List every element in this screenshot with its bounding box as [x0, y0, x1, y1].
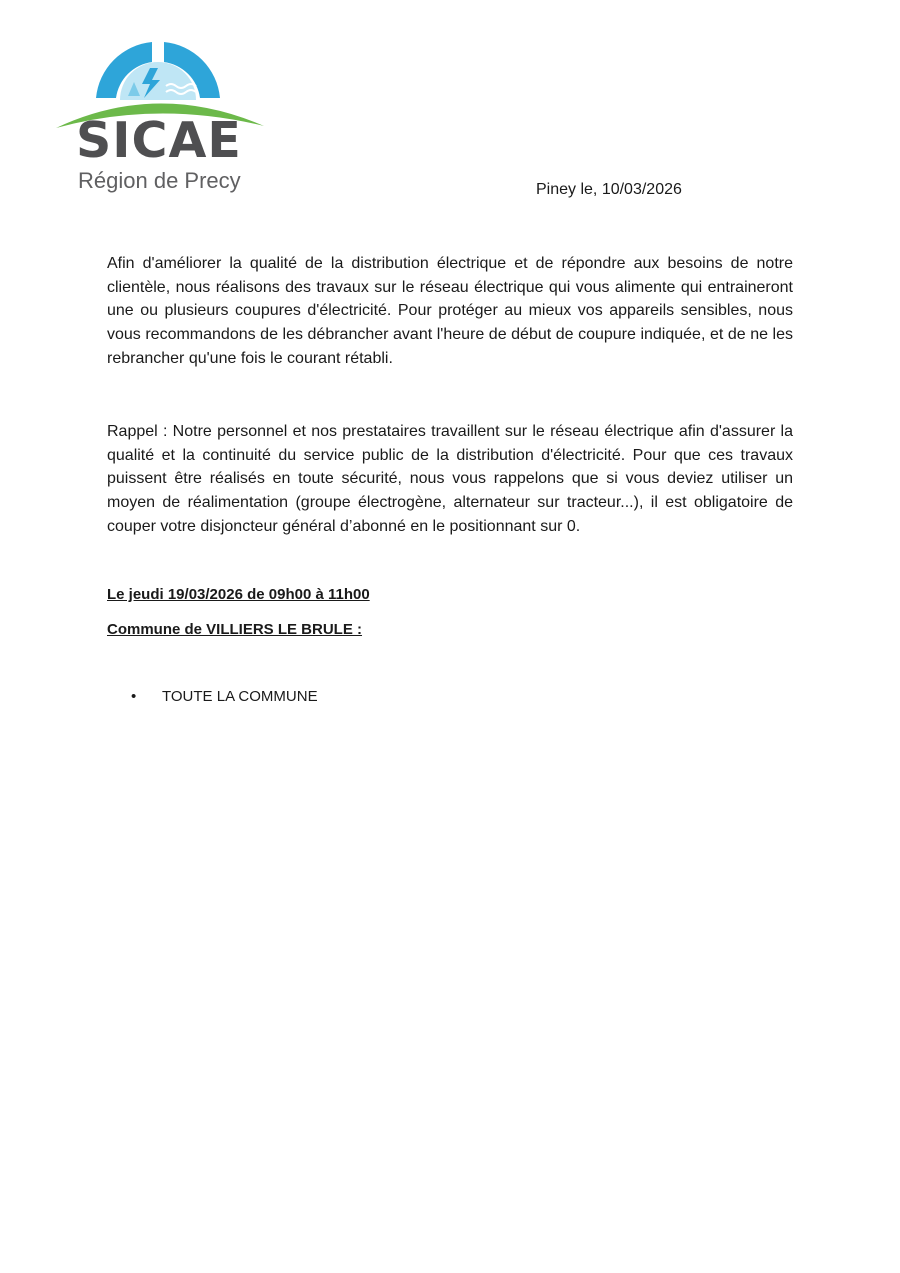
bullet-icon: •	[131, 688, 137, 705]
paragraph-intro: Afin d'améliorer la qualité de la distribution électrique et de répondre aux besoins de notre clientèle, nous réalisons des travaux sur le réseau électrique qui vous alimente qui entraineront une ou plusieurs coupures d'électricité. Pour protéger au mieux vos appareils sensibles, nous vous recommandons de les débrancher avant l'heure de début de coupure indiquée, et de ne les rebrancher qu'une fois le courant rétabli.	[107, 255, 793, 367]
schedule-heading: Le jeudi 19/03/2026 de 09h00 à 11h00	[107, 586, 370, 603]
affected-areas-list	[131, 688, 318, 705]
logo-subtitle: Région de Precy	[78, 168, 241, 193]
logo-title: SICAE	[76, 112, 242, 169]
date-line: Piney le, 10/03/2026	[536, 181, 682, 198]
commune-heading: Commune de VILLIERS LE BRULE :	[107, 621, 363, 638]
area-label: TOUTE LA COMMUNE	[162, 688, 318, 705]
paragraph-reminder: Rappel : Notre personnel et nos prestataires travaillent sur le réseau électrique afin d'assurer la qualité et la continuité du service public de la distribution d'électricité. Pour que ces travaux puissent être réalisés en toute sécurité, nous vous rappelons que si vous deviez utiliser un moyen de réalimentation (groupe électrogène, alternateur sur tracteur...), il est obligatoire de couper votre disjoncteur général d’abonné en le positionnant sur 0.	[107, 423, 793, 535]
list-item	[131, 688, 318, 705]
sicae-logo	[54, 38, 266, 198]
